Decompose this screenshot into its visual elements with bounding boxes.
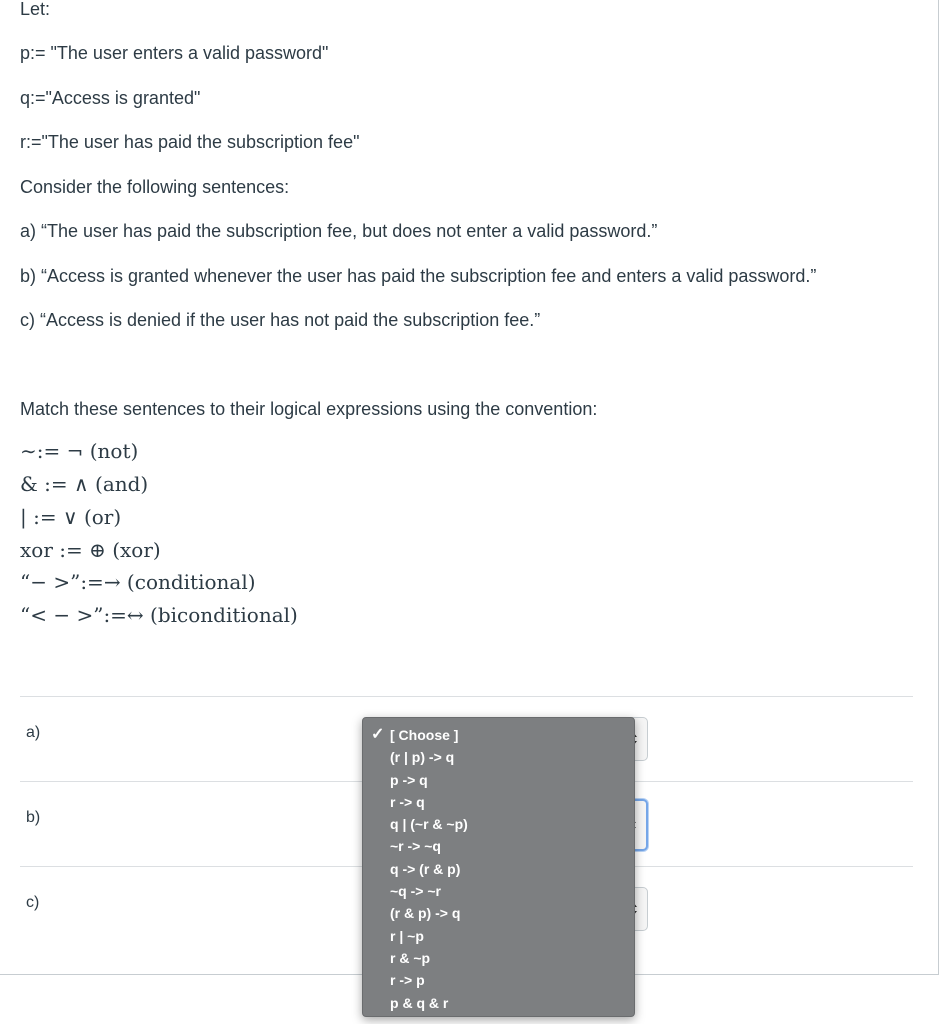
option-11[interactable]: r -> p <box>390 972 425 989</box>
sentence-a: a) “The user has paid the subscription fee, but does not enter a valid password.” <box>20 221 658 241</box>
convention-or: | := ∨ (or) <box>20 505 122 529</box>
option-4[interactable]: q | (~r & ~p) <box>390 816 468 833</box>
row-label-c: c) <box>26 894 40 911</box>
convention-xor: xor := ⊕ (xor) <box>20 538 161 562</box>
options-dropdown[interactable] <box>362 717 635 1017</box>
option-12[interactable]: p & q & r <box>390 994 449 1011</box>
option-9[interactable]: r | ~p <box>390 927 424 944</box>
sentence-c: c) “Access is denied if the user has not paid the subscription fee.” <box>20 310 541 330</box>
option-5[interactable]: ~r -> ~q <box>390 838 441 855</box>
convention-conditional: “− >”:=→ (conditional) <box>20 570 256 594</box>
option-3[interactable]: r -> q <box>390 793 425 810</box>
convention-not: ∼:= ¬ (not) <box>20 439 139 463</box>
option-10[interactable]: r & ~p <box>390 949 431 966</box>
r-definition: r:="The user has paid the subscription fee" <box>20 132 360 152</box>
row-label-b: b) <box>26 809 41 826</box>
row-label-a: a) <box>26 724 41 741</box>
match-instruction: Match these sentences to their logical expressions using the convention: <box>20 399 598 419</box>
convention-biconditional: “< − >”:=↔ (biconditional) <box>20 603 298 627</box>
option-6[interactable]: q -> (r & p) <box>390 860 461 877</box>
p-definition: p:= "The user enters a valid password" <box>20 43 329 63</box>
option-2[interactable]: p -> q <box>390 771 428 788</box>
q-definition: q:="Access is granted" <box>20 88 201 108</box>
option-1[interactable]: (r | p) -> q <box>390 749 455 766</box>
option-7[interactable]: ~q -> ~r <box>390 883 441 900</box>
option-choose[interactable]: ✓ [ Choose ] <box>363 724 634 746</box>
option-8[interactable]: (r & p) -> q <box>390 905 461 922</box>
let-heading: Let: <box>20 0 51 19</box>
checkmark-icon: ✓ <box>371 726 385 743</box>
sentence-b: b) “Access is granted whenever the user has paid the subscription fee and enters a valid password.” <box>20 266 817 286</box>
row-divider <box>20 696 913 697</box>
convention-and: & := ∧ (and) <box>20 472 149 496</box>
consider-text: Consider the following sentences: <box>20 177 290 197</box>
